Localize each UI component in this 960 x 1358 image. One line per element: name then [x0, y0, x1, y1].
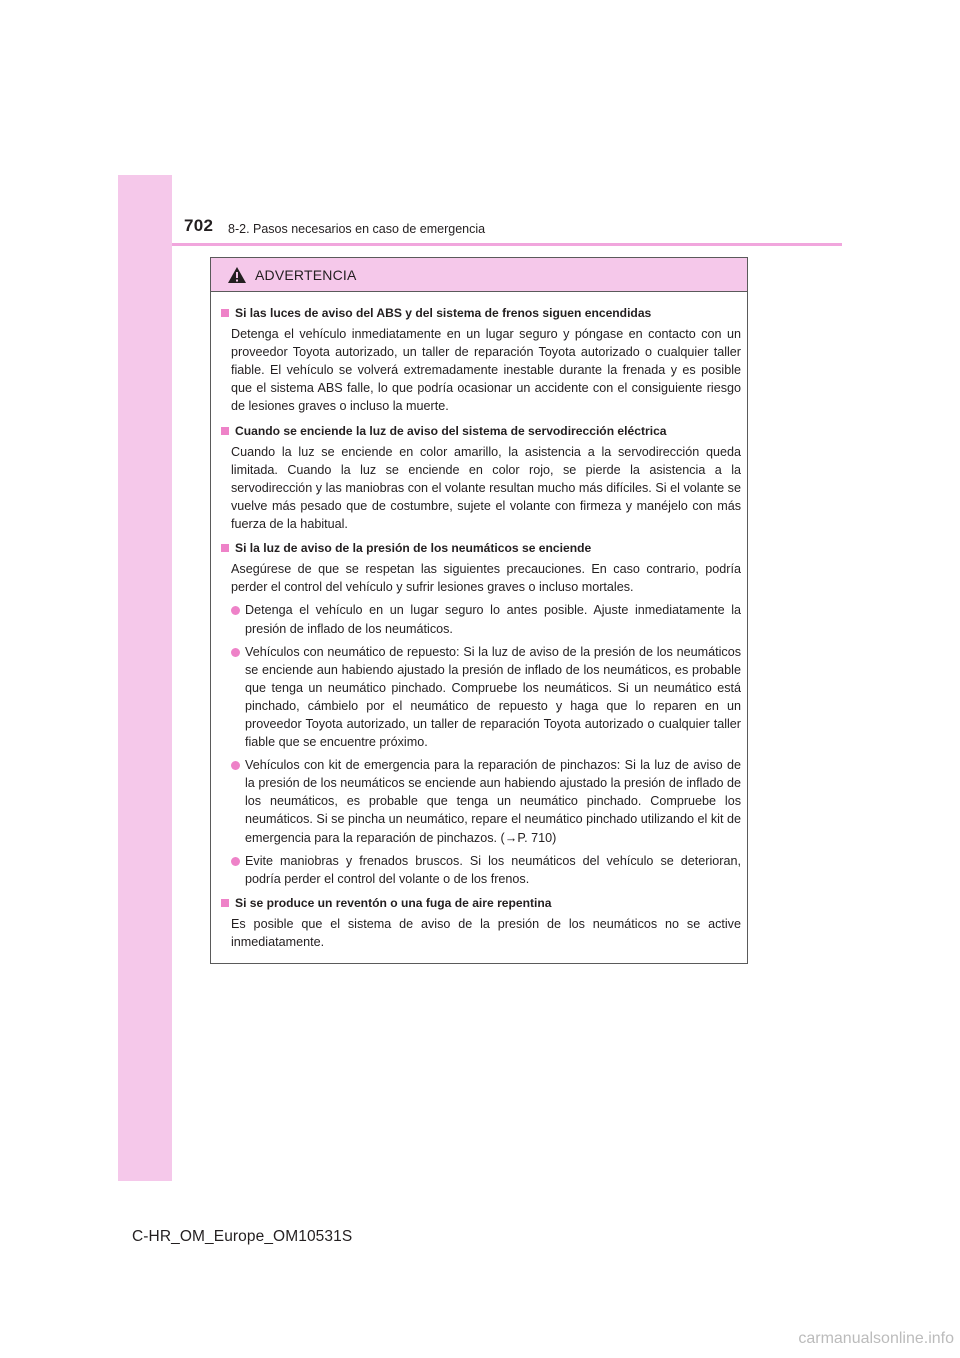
warning-box: [210, 257, 748, 964]
warning-body: [211, 292, 747, 951]
square-bullet-icon: [221, 899, 229, 907]
square-bullet-icon: [221, 544, 229, 552]
round-bullet-icon: [231, 648, 240, 657]
list-item-text: Detenga el vehículo en un lugar seguro lo antes posible. Ajuste inmediatamente la presión de inflado de los neumáticos.: [245, 603, 741, 636]
warning-section-tire-pressure: [221, 539, 741, 888]
warning-title: ADVERTENCIA: [255, 266, 357, 283]
warning-section-abs: [221, 304, 741, 416]
section-title: 8-2. Pasos necesarios en caso de emergencia: [228, 222, 486, 236]
section-heading: [221, 304, 741, 322]
section-paragraph: Es posible que el sistema de aviso de la presión de los neumáticos no se active inmediatamente.: [231, 916, 741, 949]
list-item-text: Evite maniobras y frenados bruscos. Si los neumáticos del vehículo se deterioran, podría perder el control del volante o de los frenos.: [245, 853, 741, 886]
watermark: carmanualsonline.info: [798, 1330, 954, 1347]
section-heading-text: Si las luces de aviso del ABS y del sistema de frenos siguen encendidas: [235, 306, 652, 320]
section-heading: [221, 539, 741, 557]
list-item: [221, 756, 741, 846]
section-paragraph: Detenga el vehículo inmediatamente en un lugar seguro y póngase en contacto con un proveedor Toyota autorizado, un taller de reparación Toyota autorizado o cualquier taller fiable. El vehículo se volverá extremadamente inestable durante la frenada y es posible que el sistema ABS falle, lo que podría ocasionar un accidente con el consiguiente riesgo de lesiones graves o incluso la muerte.: [231, 327, 741, 414]
section-paragraph: Cuando la luz se enciende en color amarillo, la asistencia a la servodirección queda limitada. Cuando la luz se enciende en color rojo, se pierde la asistencia a la servodirección y las maniobras con el volante resultan mucho más difíciles. Si el volante se vuelve más pesado que de costumbre, sujete el volante con firmeza y manéjelo con más fuerza de la habitual.: [231, 444, 741, 532]
section-heading-text: Si se produce un reventón o una fuga de aire repentina: [235, 895, 552, 910]
round-bullet-icon: [231, 761, 240, 770]
warning-section-blowout: [221, 894, 741, 951]
warning-section-power-steering: [221, 422, 741, 534]
list-item: [221, 852, 741, 888]
warning-header: [211, 258, 747, 292]
square-bullet-icon: [221, 309, 229, 317]
square-bullet-icon: [221, 427, 229, 435]
list-item-text: Vehículos con neumático de repuesto: Si la luz de aviso de la presión de los neumáticos se enciende aun habiendo ajustado la presión de inflado de los neumáticos, es probable que tenga un neumático pinchado. Compruebe los neumáticos. Si un neumático está pinchado, cámbielo por el neumático de repuesto y haga que lo reparen en un proveedor Toyota autorizado, un taller de reparación Toyota autorizado o cualquier taller fiable que se encuentre próximo.: [245, 644, 741, 750]
page-number: 702: [184, 216, 214, 235]
side-tab-bar: [118, 175, 172, 1181]
header-divider: [172, 243, 842, 246]
document-code: C-HR_OM_Europe_OM10531S: [132, 1228, 353, 1245]
round-bullet-icon: [231, 606, 240, 615]
section-heading-text: Cuando se enciende la luz de aviso del sistema de servodirección eléctrica: [235, 423, 667, 438]
warning-triangle-icon: [227, 266, 247, 284]
section-heading: [221, 422, 741, 440]
section-heading-text: Si la luz de aviso de la presión de los neumáticos se enciende: [235, 541, 592, 556]
section-paragraph: Asegúrese de que se respetan las siguientes precauciones. En caso contrario, podría perder el control del vehículo y sufrir lesiones graves o incluso mortales.: [231, 562, 741, 595]
round-bullet-icon: [231, 857, 240, 866]
list-item: [221, 601, 741, 637]
section-heading: [221, 894, 741, 912]
list-item: [221, 643, 741, 752]
list-item-text: Vehículos con kit de emergencia para la reparación de pinchazos: Si la luz de aviso de la presión de los neumáticos se enciende aun habiendo ajustado la presión de inflado de los neumáticos, es probable que tenga un neumático pinchado. Compruebe los neumáticos. Si se pincha un neumático, repare el neumático pinchado utilizando el kit de emergencia para la reparación de pinchazos. (→P. 710): [245, 758, 741, 845]
